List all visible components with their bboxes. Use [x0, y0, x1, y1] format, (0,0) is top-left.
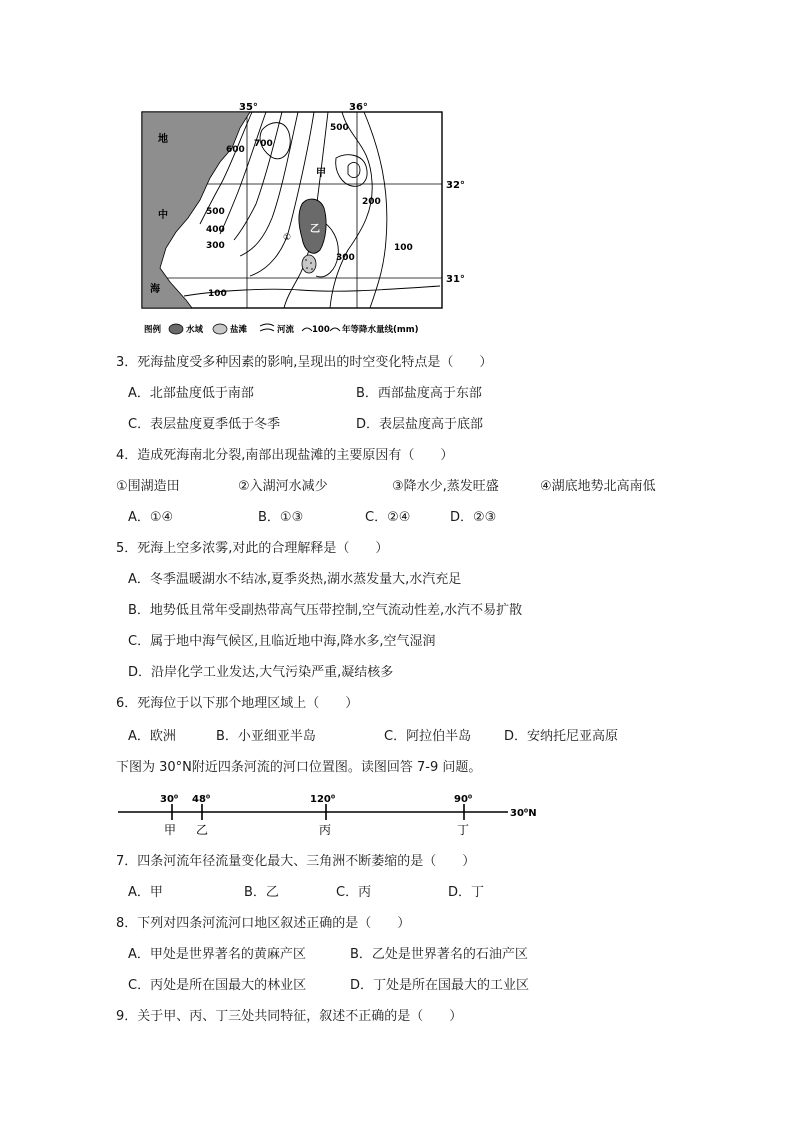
- legend-isohyet-label: 年等降水量线(mm): [342, 325, 419, 335]
- degree-label-bing: 120⁰: [310, 794, 336, 805]
- question-8-option-a[interactable]: A．甲处是世界著名的黄麻产区: [128, 947, 306, 962]
- question-4-item-1: ①围湖造田: [116, 479, 180, 494]
- river-name-bing: 丙: [319, 823, 332, 837]
- water-legend-icon: [169, 324, 183, 334]
- question-5-stem: 5．死海上空多浓雾,对此的合理解释是（ ）: [116, 541, 389, 556]
- legend-saltflat: 盐滩: [230, 325, 248, 335]
- question-7-option-a[interactable]: A．甲: [128, 885, 163, 900]
- contour-label: 100: [394, 243, 413, 253]
- isohyet-legend-icon: [302, 328, 312, 331]
- legend-water: 水域: [186, 325, 204, 335]
- question-8-option-d[interactable]: D．丁处是所在国最大的工业区: [350, 978, 530, 993]
- contour-label: 700: [254, 139, 273, 149]
- question-4-option-b[interactable]: B．①③: [258, 510, 304, 525]
- question-8-option-c[interactable]: C．丙处是所在国最大的林业区: [128, 978, 307, 993]
- question-3-option-d[interactable]: D．表层盐度高于底部: [356, 417, 484, 432]
- question-6-option-b[interactable]: B．小亚细亚半岛: [216, 729, 316, 744]
- place-label-yi: 乙: [310, 224, 320, 235]
- river-name-jia: 甲: [164, 823, 177, 837]
- question-4-option-d[interactable]: D．②③: [450, 510, 497, 525]
- contour-label: 500: [330, 123, 349, 133]
- sea-label-2: 中: [158, 210, 168, 221]
- contour-label: 300: [206, 241, 225, 251]
- legend-river: 河流: [277, 325, 295, 335]
- question-6-stem: 6．死海位于以下那个地理区域上（ ）: [116, 696, 359, 711]
- contour-label: 600: [226, 145, 245, 155]
- question-7-stem: 7．四条河流年径流量变化最大、三角洲不断萎缩的是（ ）: [116, 854, 476, 869]
- lon-label-35: 35°: [239, 102, 258, 113]
- question-8-option-b[interactable]: B．乙处是世界著名的石油产区: [350, 947, 528, 962]
- question-8-stem: 8．下列对四条河流河口地区叙述正确的是（ ）: [116, 916, 411, 931]
- river-name-yi: 乙: [196, 823, 209, 837]
- sea-label-3: 海: [150, 284, 160, 295]
- question-3-stem: 3．死海盐度受多种因素的影响,呈现出的时空变化特点是（ ）: [116, 355, 493, 370]
- degree-label-jia: 30⁰: [160, 794, 179, 805]
- isohyet-legend-icon-right: [330, 328, 340, 331]
- question-5-option-b[interactable]: B．地势低且常年受副热带高气压带控制,空气流动性差,水汽不易扩散: [128, 603, 523, 618]
- contour-label: 400: [206, 225, 225, 235]
- question-3-option-b[interactable]: B．西部盐度高于东部: [356, 386, 482, 401]
- degree-label-yi: 48⁰: [192, 794, 211, 805]
- question-9-stem: 9．关于甲、丙、丁三处共同特征，叙述不正确的是（ ）: [116, 1009, 463, 1024]
- legend-prefix: 图例: [144, 325, 162, 335]
- question-7-option-d[interactable]: D．丁: [448, 885, 485, 900]
- question-7-option-b[interactable]: B．乙: [244, 885, 279, 900]
- contour-label: 100: [208, 289, 227, 299]
- question-3-option-a[interactable]: A．北部盐度低于南部: [128, 386, 254, 401]
- question-4-item-3: ③降水少,蒸发旺盛: [392, 479, 499, 494]
- lat-label-32: 32°: [446, 180, 465, 191]
- latitude-label: 30⁰N: [510, 808, 537, 819]
- question-5-option-a[interactable]: A．冬季温暖湖水不结冰,夏季炎热,湖水蒸发量大,水汽充足: [128, 572, 462, 587]
- contour-label: 500: [206, 207, 225, 217]
- figure-intro: 下图为 30°N附近四条河流的河口位置图。读图回答 7-9 问题。: [116, 760, 482, 775]
- question-6-option-d[interactable]: D．安纳托尼亚高原: [504, 729, 619, 744]
- question-5-option-d[interactable]: D．沿岸化学工业发达,大气污染严重,凝结核多: [128, 665, 394, 680]
- map-legend: [144, 324, 419, 335]
- question-4-option-c[interactable]: C．②④: [365, 510, 411, 525]
- sea-label-1: 地: [158, 134, 168, 145]
- saltflat-legend-icon: [213, 324, 227, 334]
- question-7-option-c[interactable]: C．丙: [336, 885, 372, 900]
- degree-label-ding: 90⁰: [454, 794, 473, 805]
- question-6-option-a[interactable]: A．欧洲: [128, 729, 176, 744]
- place-label-1: ①: [283, 233, 292, 243]
- question-6-option-c[interactable]: C．阿拉伯半岛: [384, 729, 472, 744]
- salt-flat: [302, 255, 316, 273]
- lat-label-31: 31°: [446, 274, 465, 285]
- river-legend-icon: [260, 324, 274, 331]
- question-4-stem: 4．造成死海南北分裂,南部出现盐滩的主要原因有（ ）: [116, 448, 454, 463]
- place-label-jia: 甲: [316, 168, 326, 179]
- question-4-option-a[interactable]: A．①④: [128, 510, 174, 525]
- question-3-option-c[interactable]: C．表层盐度夏季低于冬季: [128, 417, 281, 432]
- lon-label-36: 36°: [349, 102, 368, 113]
- question-5-option-c[interactable]: C．属于地中海气候区,且临近地中海,降水多,空气湿润: [128, 634, 436, 649]
- question-4-item-4: ④湖底地势北高南低: [540, 479, 656, 494]
- question-4-item-2: ②入湖河水减少: [238, 479, 328, 494]
- contour-label: 300: [336, 253, 355, 263]
- dead-sea-map: [140, 100, 470, 342]
- river-name-ding: 丁: [457, 823, 470, 837]
- contour-label: 200: [362, 197, 381, 207]
- river-mouth-figure: [118, 792, 558, 840]
- legend-isohyet-value: 100: [312, 325, 330, 335]
